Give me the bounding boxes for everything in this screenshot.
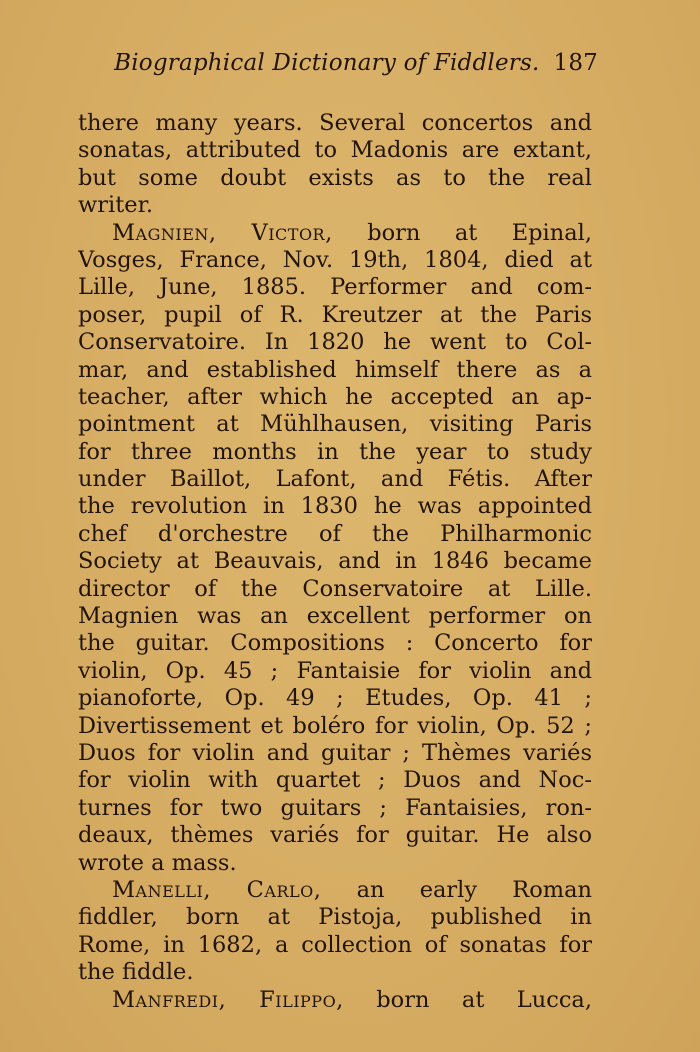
line-text: for violin with quartet ; Duos and Noc- (78, 767, 592, 794)
line-text: Society at Beauvais, and in 1846 became (78, 548, 592, 575)
line-text: under Baillot, Lafont, and Fétis. After (78, 466, 592, 493)
line-text: pointment at Mühlhausen, visiting Paris (78, 411, 592, 438)
text-line (78, 795, 592, 822)
line-text: Magnien was an excellent performer on (78, 603, 592, 630)
line-text: Rome, in 1682, a collection of sonatas for (78, 931, 592, 958)
text-line (78, 493, 592, 520)
running-head (0, 50, 598, 84)
text-line (78, 713, 592, 740)
line-text: an early Roman (321, 876, 592, 903)
line-text: Divertissement et boléro for violin, Op. 52 ; (78, 712, 592, 739)
text-line (78, 274, 592, 301)
entry-headword: Manfredi, Filippo, (112, 986, 344, 1013)
text-line (78, 521, 592, 548)
line-text: deaux, thèmes variés for guitar. He also (78, 822, 592, 849)
line-text: Vosges, France, Nov. 19th, 1804, died at (78, 246, 592, 273)
text-line (78, 822, 592, 849)
page-number: 187 (553, 50, 598, 76)
line-text: born at Epinal, (332, 219, 592, 246)
text-line (78, 466, 592, 493)
text-line (78, 110, 592, 137)
line-text: the revolution in 1830 he was appointed (78, 493, 592, 520)
entry-headword: Magnien, Victor, (112, 219, 333, 246)
line-text: Duos for violin and guitar ; Thèmes variés (78, 739, 592, 766)
entry-first-line (78, 877, 592, 904)
text-line (78, 658, 592, 685)
line-text: turnes for two guitars ; Fantaisies, ron- (78, 794, 592, 821)
entry-first-line (78, 220, 592, 247)
text-line (78, 932, 592, 959)
text-line (78, 357, 592, 384)
line-text: there many years. Several concertos and (78, 110, 592, 136)
text-line (78, 137, 592, 164)
text-line (78, 329, 592, 356)
text-line (78, 850, 592, 877)
line-text: mar, and established himself there as a (78, 356, 592, 383)
text-line (78, 439, 592, 466)
text-line (78, 548, 592, 575)
text-line (78, 685, 592, 712)
line-text: fiddler, born at Pistoja, published in (78, 904, 592, 931)
body-text (78, 110, 592, 1014)
text-line (78, 247, 592, 274)
line-text: chef d'orchestre of the Philharmonic (78, 520, 592, 547)
text-line (78, 576, 592, 603)
text-line (78, 740, 592, 767)
text-line (78, 302, 592, 329)
line-text: violin, Op. 45 ; Fantaisie for violin and (78, 657, 592, 684)
text-line (78, 959, 592, 986)
line-text: sonatas, attributed to Madonis are extant, (78, 137, 592, 164)
entry-headword: Manelli, Carlo, (112, 876, 322, 903)
line-text: Lille, June, 1885. Performer and com- (78, 274, 592, 301)
text-line (78, 384, 592, 411)
line-text: poser, pupil of R. Kreutzer at the Paris (78, 301, 592, 328)
text-line (78, 767, 592, 794)
entry-first-line (78, 987, 592, 1014)
text-line (78, 603, 592, 630)
line-text: the fiddle. (78, 959, 194, 986)
running-head-title: Biographical Dictionary of Fiddlers. (114, 50, 540, 76)
line-text: director of the Conservatoire at Lille. (78, 575, 592, 602)
line-text: born at Lucca, (343, 986, 592, 1013)
line-text: teacher, after which he accepted an ap- (78, 383, 592, 410)
line-text: the guitar. Compositions : Concerto for (78, 630, 592, 657)
line-text: for three months in the year to study (78, 438, 592, 465)
text-line (78, 904, 592, 931)
text-line (78, 411, 592, 438)
line-text: but some doubt exists as to the real (78, 164, 592, 191)
line-text: writer. (78, 192, 154, 219)
line-text: pianoforte, Op. 49 ; Etudes, Op. 41 ; (78, 685, 592, 712)
text-line (78, 630, 592, 657)
text-line (78, 192, 592, 219)
line-text: Conservatoire. In 1820 he went to Col- (78, 329, 592, 356)
line-text: wrote a mass. (78, 849, 237, 876)
text-line (78, 165, 592, 192)
